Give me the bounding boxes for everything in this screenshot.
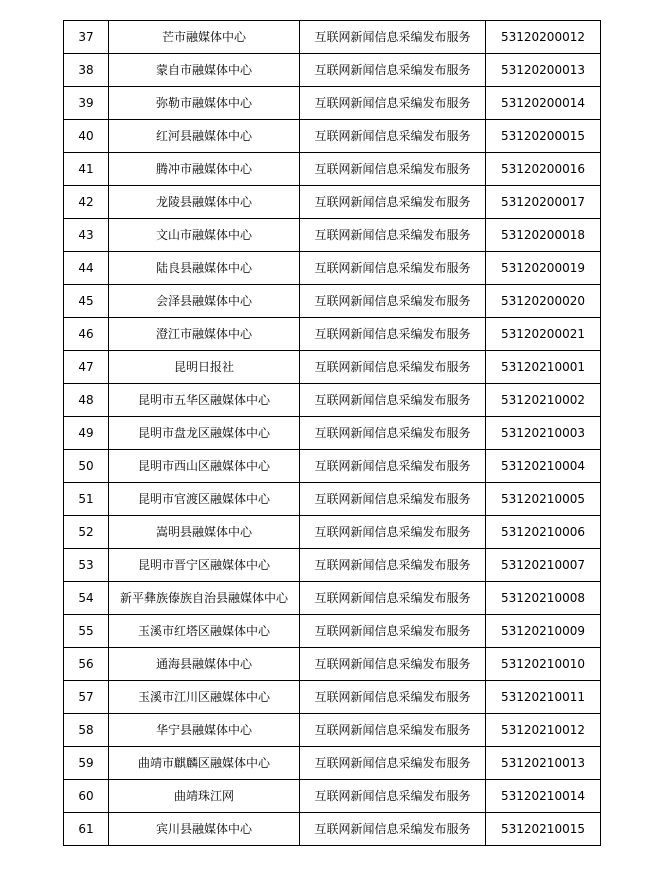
service-type-cell: 互联网新闻信息采编发布服务 [300,483,486,516]
row-number-cell: 53 [64,549,109,582]
table-row [64,252,601,285]
service-type-cell: 互联网新闻信息采编发布服务 [300,87,486,120]
organization-name-cell: 昆明市官渡区融媒体中心 [109,483,300,516]
license-code-cell: 53120210011 [486,681,601,714]
service-type-cell: 互联网新闻信息采编发布服务 [300,21,486,54]
row-number-cell: 45 [64,285,109,318]
organization-name-cell: 宾川县融媒体中心 [109,813,300,846]
organization-name-cell: 昆明日报社 [109,351,300,384]
table-row [64,648,601,681]
table-row [64,351,601,384]
license-code-cell: 53120200017 [486,186,601,219]
row-number-cell: 39 [64,87,109,120]
organization-name-cell: 曲靖珠江网 [109,780,300,813]
service-type-cell: 互联网新闻信息采编发布服务 [300,285,486,318]
organization-name-cell: 曲靖市麒麟区融媒体中心 [109,747,300,780]
organization-name-cell: 弥勒市融媒体中心 [109,87,300,120]
license-code-cell: 53120210010 [486,648,601,681]
license-code-cell: 53120200014 [486,87,601,120]
license-code-cell: 53120210004 [486,450,601,483]
organization-name-cell: 昆明市西山区融媒体中心 [109,450,300,483]
table-row [64,714,601,747]
organization-name-cell: 通海县融媒体中心 [109,648,300,681]
service-type-cell: 互联网新闻信息采编发布服务 [300,681,486,714]
license-code-cell: 53120200020 [486,285,601,318]
table-body [64,21,601,846]
organization-name-cell: 芒市融媒体中心 [109,21,300,54]
table-row [64,813,601,846]
organization-name-cell: 蒙自市融媒体中心 [109,54,300,87]
service-type-cell: 互联网新闻信息采编发布服务 [300,384,486,417]
license-code-cell: 53120210002 [486,384,601,417]
row-number-cell: 49 [64,417,109,450]
table-row [64,120,601,153]
row-number-cell: 38 [64,54,109,87]
row-number-cell: 41 [64,153,109,186]
organization-name-cell: 龙陵县融媒体中心 [109,186,300,219]
row-number-cell: 51 [64,483,109,516]
license-code-cell: 53120200016 [486,153,601,186]
table-row [64,483,601,516]
organization-name-cell: 陆良县融媒体中心 [109,252,300,285]
row-number-cell: 48 [64,384,109,417]
service-type-cell: 互联网新闻信息采编发布服务 [300,252,486,285]
organization-name-cell: 腾冲市融媒体中心 [109,153,300,186]
table-row [64,615,601,648]
license-code-cell: 53120210003 [486,417,601,450]
table-row [64,549,601,582]
row-number-cell: 47 [64,351,109,384]
license-code-cell: 53120210005 [486,483,601,516]
organization-name-cell: 新平彝族傣族自治县融媒体中心 [109,582,300,615]
service-type-cell: 互联网新闻信息采编发布服务 [300,318,486,351]
table-row [64,450,601,483]
organization-name-cell: 红河县融媒体中心 [109,120,300,153]
row-number-cell: 43 [64,219,109,252]
license-table [63,20,601,846]
row-number-cell: 61 [64,813,109,846]
license-code-cell: 53120210014 [486,780,601,813]
service-type-cell: 互联网新闻信息采编发布服务 [300,450,486,483]
organization-name-cell: 玉溪市江川区融媒体中心 [109,681,300,714]
service-type-cell: 互联网新闻信息采编发布服务 [300,747,486,780]
row-number-cell: 50 [64,450,109,483]
table-row [64,582,601,615]
table-row [64,87,601,120]
license-table-container [63,20,601,846]
service-type-cell: 互联网新闻信息采编发布服务 [300,648,486,681]
service-type-cell: 互联网新闻信息采编发布服务 [300,615,486,648]
organization-name-cell: 昆明市盘龙区融媒体中心 [109,417,300,450]
service-type-cell: 互联网新闻信息采编发布服务 [300,417,486,450]
service-type-cell: 互联网新闻信息采编发布服务 [300,549,486,582]
row-number-cell: 44 [64,252,109,285]
row-number-cell: 59 [64,747,109,780]
table-row [64,219,601,252]
table-row [64,747,601,780]
license-code-cell: 53120210008 [486,582,601,615]
license-code-cell: 53120210013 [486,747,601,780]
license-code-cell: 53120210015 [486,813,601,846]
table-row [64,54,601,87]
service-type-cell: 互联网新闻信息采编发布服务 [300,120,486,153]
service-type-cell: 互联网新闻信息采编发布服务 [300,780,486,813]
row-number-cell: 57 [64,681,109,714]
table-row [64,681,601,714]
license-code-cell: 53120200013 [486,54,601,87]
license-code-cell: 53120210012 [486,714,601,747]
table-row [64,21,601,54]
organization-name-cell: 玉溪市红塔区融媒体中心 [109,615,300,648]
license-code-cell: 53120200019 [486,252,601,285]
table-row [64,417,601,450]
organization-name-cell: 昆明市五华区融媒体中心 [109,384,300,417]
table-row [64,285,601,318]
service-type-cell: 互联网新闻信息采编发布服务 [300,351,486,384]
organization-name-cell: 华宁县融媒体中心 [109,714,300,747]
license-code-cell: 53120200021 [486,318,601,351]
row-number-cell: 37 [64,21,109,54]
license-code-cell: 53120210009 [486,615,601,648]
organization-name-cell: 昆明市晋宁区融媒体中心 [109,549,300,582]
row-number-cell: 54 [64,582,109,615]
license-code-cell: 53120200015 [486,120,601,153]
service-type-cell: 互联网新闻信息采编发布服务 [300,153,486,186]
service-type-cell: 互联网新闻信息采编发布服务 [300,186,486,219]
table-row [64,516,601,549]
service-type-cell: 互联网新闻信息采编发布服务 [300,54,486,87]
service-type-cell: 互联网新闻信息采编发布服务 [300,219,486,252]
row-number-cell: 55 [64,615,109,648]
service-type-cell: 互联网新闻信息采编发布服务 [300,813,486,846]
license-code-cell: 53120210001 [486,351,601,384]
row-number-cell: 60 [64,780,109,813]
license-code-cell: 53120200012 [486,21,601,54]
license-code-cell: 53120210006 [486,516,601,549]
table-row [64,153,601,186]
service-type-cell: 互联网新闻信息采编发布服务 [300,582,486,615]
organization-name-cell: 会泽县融媒体中心 [109,285,300,318]
license-code-cell: 53120210007 [486,549,601,582]
service-type-cell: 互联网新闻信息采编发布服务 [300,516,486,549]
row-number-cell: 40 [64,120,109,153]
row-number-cell: 58 [64,714,109,747]
table-row [64,318,601,351]
organization-name-cell: 澄江市融媒体中心 [109,318,300,351]
table-row [64,186,601,219]
organization-name-cell: 嵩明县融媒体中心 [109,516,300,549]
table-row [64,780,601,813]
table-row [64,384,601,417]
row-number-cell: 52 [64,516,109,549]
row-number-cell: 46 [64,318,109,351]
service-type-cell: 互联网新闻信息采编发布服务 [300,714,486,747]
row-number-cell: 56 [64,648,109,681]
license-code-cell: 53120200018 [486,219,601,252]
row-number-cell: 42 [64,186,109,219]
organization-name-cell: 文山市融媒体中心 [109,219,300,252]
